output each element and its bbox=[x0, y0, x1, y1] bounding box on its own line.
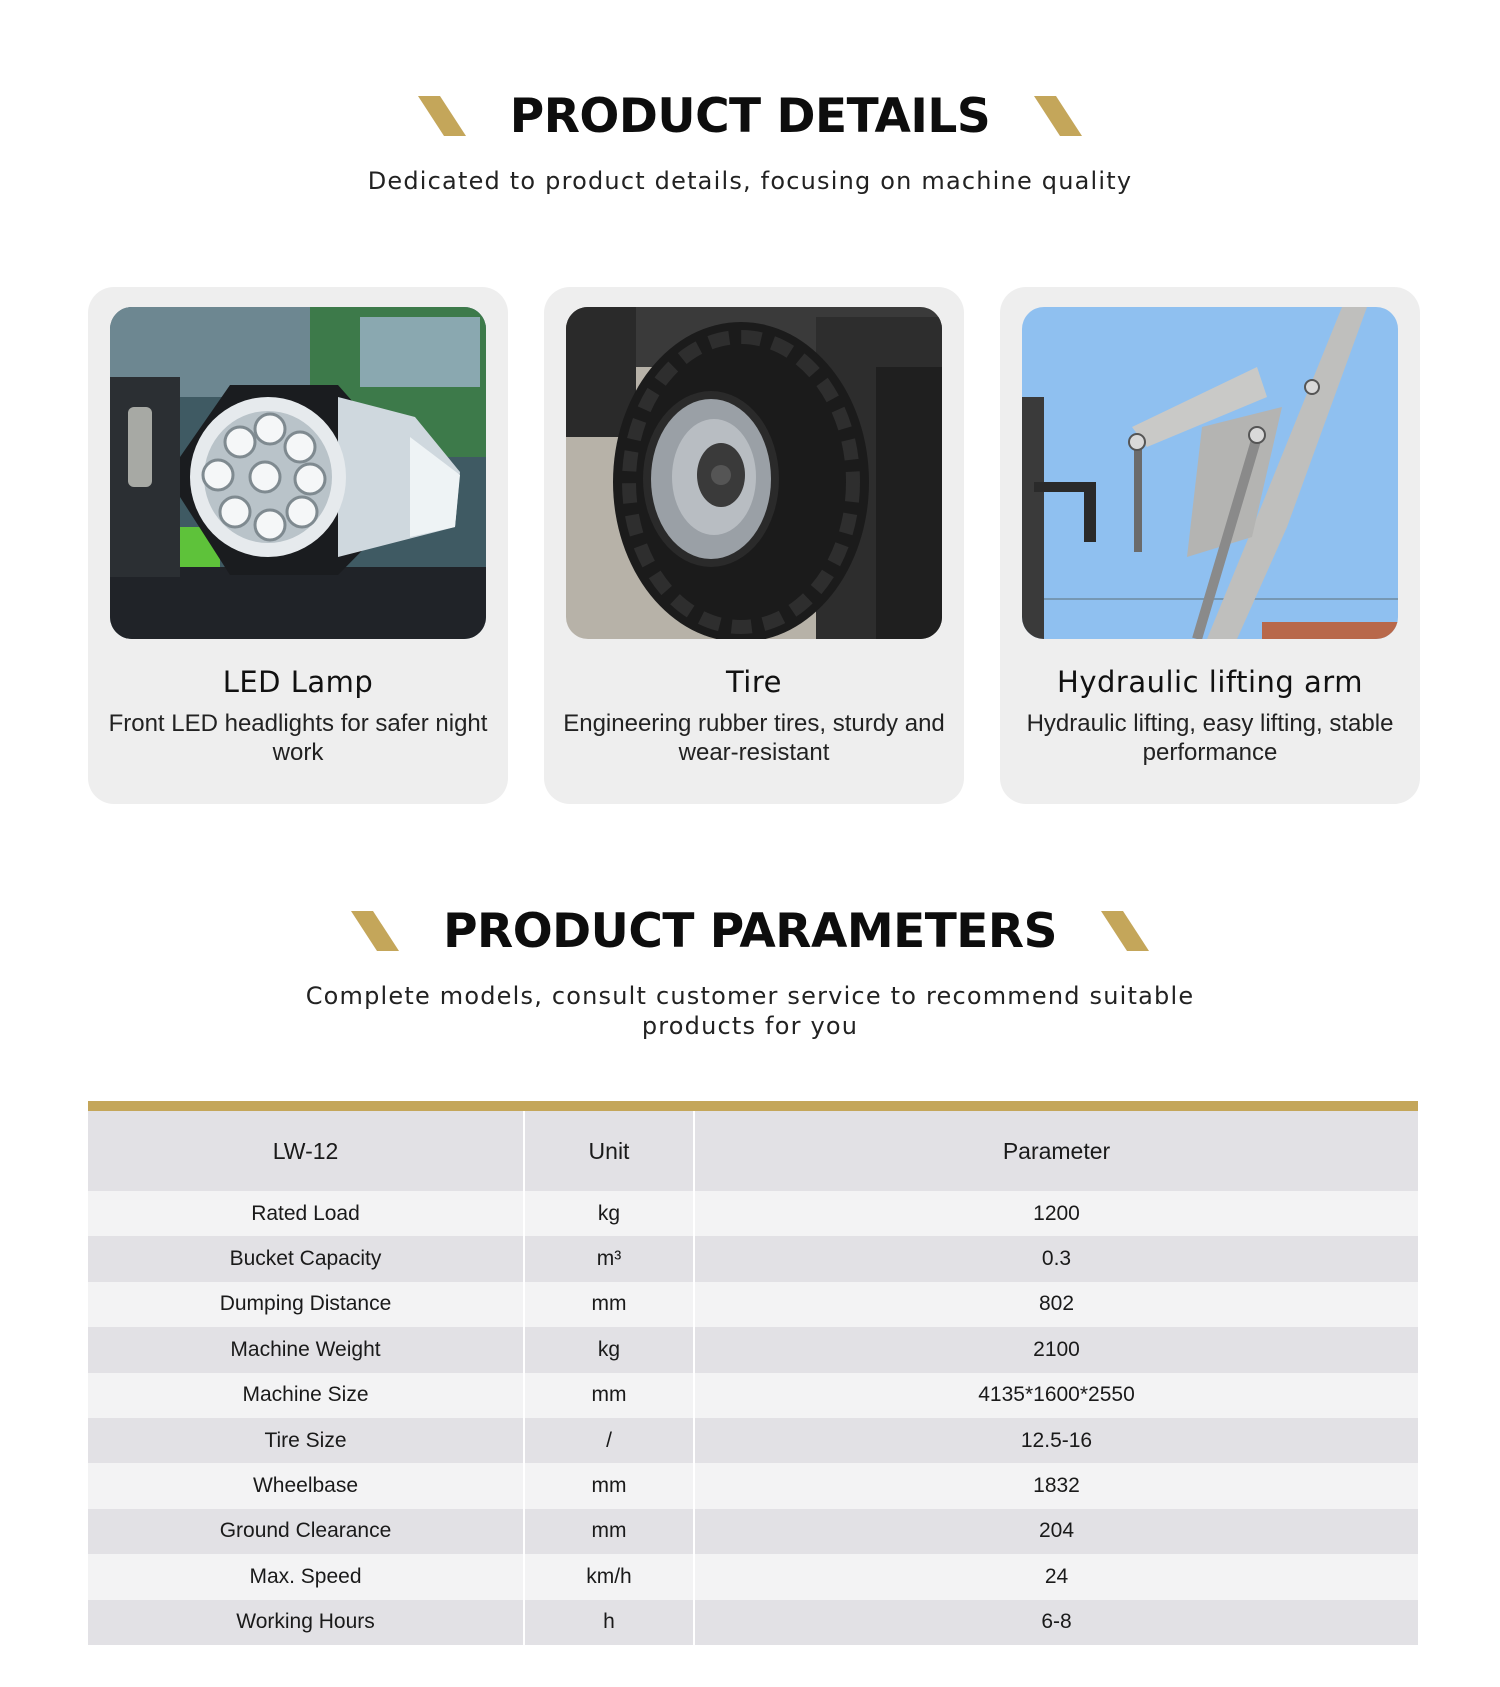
params-title: PRODUCT PARAMETERS bbox=[443, 903, 1057, 959]
row-unit: / bbox=[524, 1418, 694, 1463]
table-row bbox=[88, 1191, 1418, 1236]
gold-slash-left-icon bbox=[418, 96, 466, 136]
feature-card-hydraulic-arm bbox=[1000, 287, 1420, 804]
row-value: 6-8 bbox=[694, 1600, 1418, 1645]
table-row bbox=[88, 1418, 1418, 1463]
params-title-row bbox=[0, 901, 1500, 961]
row-label: Machine Weight bbox=[88, 1327, 524, 1372]
row-value: 4135*1600*2550 bbox=[694, 1373, 1418, 1418]
details-header bbox=[0, 86, 1500, 196]
table-row bbox=[88, 1282, 1418, 1327]
table-row bbox=[88, 1509, 1418, 1554]
card-description: Front LED headlights for safer night work bbox=[108, 710, 488, 766]
table-row bbox=[88, 1600, 1418, 1645]
row-unit: kg bbox=[524, 1327, 694, 1372]
card-title: LED Lamp bbox=[222, 665, 374, 699]
row-value: 12.5-16 bbox=[694, 1418, 1418, 1463]
header-parameter: Parameter bbox=[694, 1111, 1418, 1191]
feature-card-led-lamp bbox=[88, 287, 508, 804]
row-unit: km/h bbox=[524, 1554, 694, 1599]
row-label: Dumping Distance bbox=[88, 1282, 524, 1327]
table-row bbox=[88, 1236, 1418, 1281]
gold-slash-right-icon bbox=[1101, 911, 1149, 951]
card-description: Hydraulic lifting, easy lifting, stable performance bbox=[1026, 710, 1394, 766]
row-label: Machine Size bbox=[88, 1373, 524, 1418]
row-value: 24 bbox=[694, 1554, 1418, 1599]
row-unit: mm bbox=[524, 1509, 694, 1554]
table-row bbox=[88, 1373, 1418, 1418]
table-row bbox=[88, 1463, 1418, 1508]
header-model: LW-12 bbox=[88, 1111, 524, 1191]
params-header bbox=[0, 901, 1500, 1041]
led-headlight-photo bbox=[110, 307, 486, 639]
row-unit: h bbox=[524, 1600, 694, 1645]
table-row bbox=[88, 1554, 1418, 1599]
details-subtitle: Dedicated to product details, focusing on machine quality bbox=[367, 167, 1133, 195]
row-value: 0.3 bbox=[694, 1236, 1418, 1281]
table-top-accent-bar bbox=[88, 1101, 1418, 1111]
gold-slash-right-icon bbox=[1034, 96, 1082, 136]
row-value: 2100 bbox=[694, 1327, 1418, 1372]
row-label: Working Hours bbox=[88, 1600, 524, 1645]
details-title-row bbox=[0, 86, 1500, 146]
hydraulic-arm-photo bbox=[1022, 307, 1398, 639]
row-value: 802 bbox=[694, 1282, 1418, 1327]
row-unit: m³ bbox=[524, 1236, 694, 1281]
row-value: 204 bbox=[694, 1509, 1418, 1554]
row-unit: mm bbox=[524, 1373, 694, 1418]
row-unit: kg bbox=[524, 1191, 694, 1236]
parameters-table bbox=[88, 1111, 1418, 1645]
params-subtitle: Complete models, consult customer service to recommend suitable products for you bbox=[305, 982, 1195, 1040]
row-value: 1832 bbox=[694, 1463, 1418, 1508]
row-label: Ground Clearance bbox=[88, 1509, 524, 1554]
table-header-row bbox=[88, 1111, 1418, 1191]
row-label: Bucket Capacity bbox=[88, 1236, 524, 1281]
row-unit: mm bbox=[524, 1463, 694, 1508]
row-label: Max. Speed bbox=[88, 1554, 524, 1599]
card-description: Engineering rubber tires, sturdy and wear-resistant bbox=[563, 710, 945, 766]
row-unit: mm bbox=[524, 1282, 694, 1327]
feature-card-tire bbox=[544, 287, 964, 804]
card-title: Tire bbox=[725, 665, 782, 699]
row-label: Tire Size bbox=[88, 1418, 524, 1463]
rubber-tire-photo bbox=[566, 307, 942, 639]
gold-slash-left-icon bbox=[351, 911, 399, 951]
header-unit: Unit bbox=[524, 1111, 694, 1191]
table-row bbox=[88, 1327, 1418, 1372]
details-title: PRODUCT DETAILS bbox=[509, 88, 991, 144]
row-label: Rated Load bbox=[88, 1191, 524, 1236]
card-title: Hydraulic lifting arm bbox=[1057, 665, 1363, 699]
row-label: Wheelbase bbox=[88, 1463, 524, 1508]
row-value: 1200 bbox=[694, 1191, 1418, 1236]
